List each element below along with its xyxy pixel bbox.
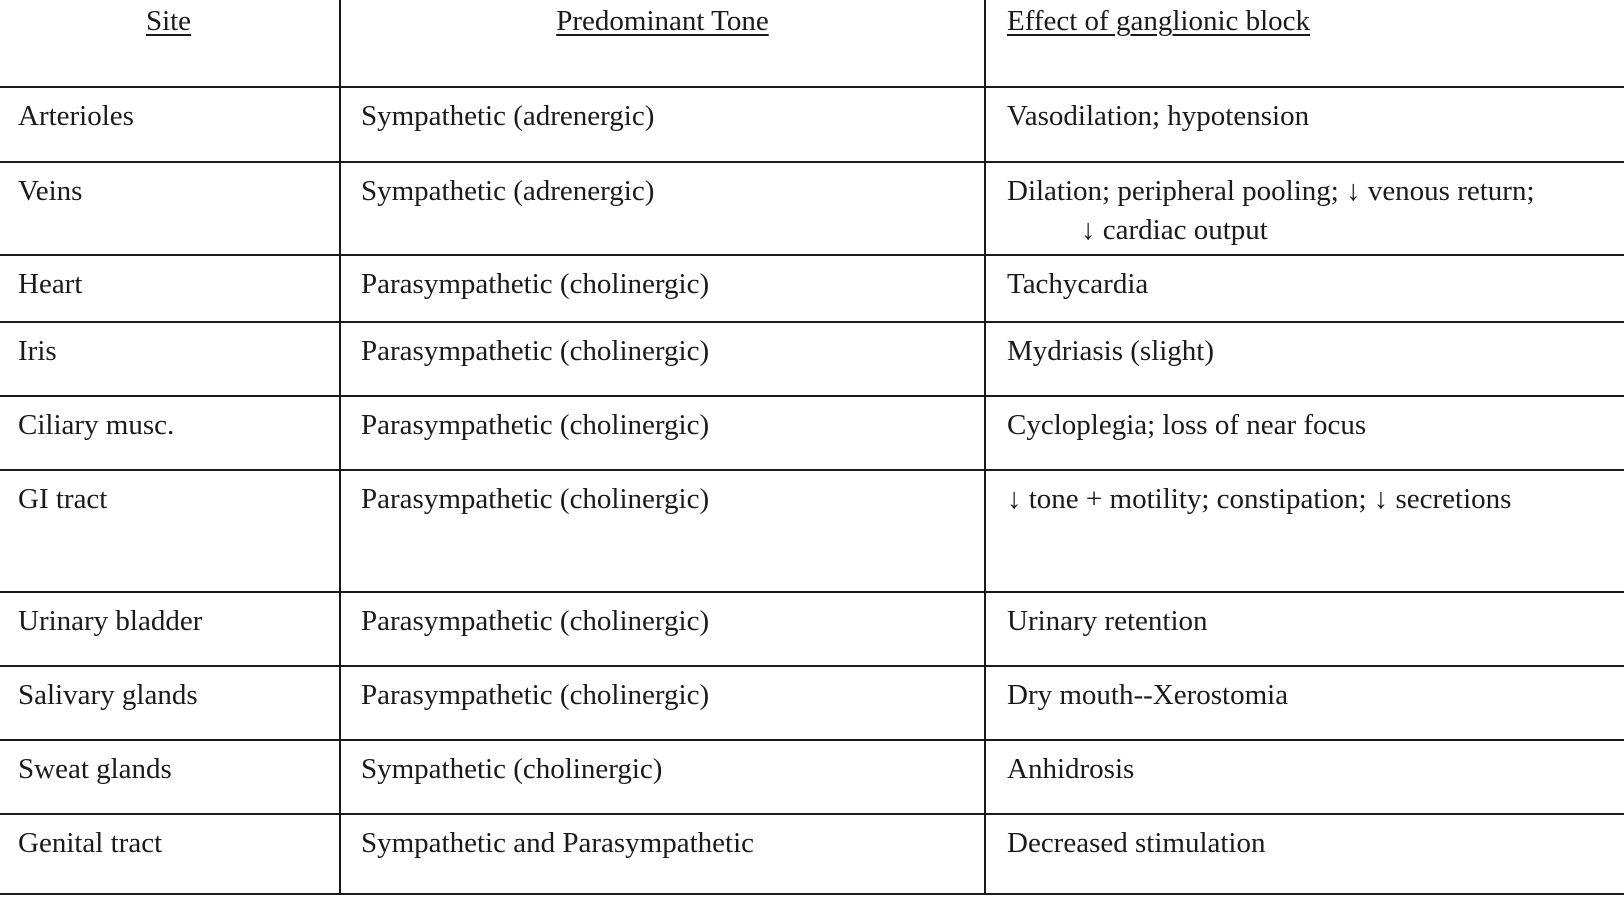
cell-site: Ciliary musc.	[0, 396, 340, 470]
table-row	[0, 666, 1624, 740]
cell-site: Iris	[0, 322, 340, 396]
cell-effect	[985, 470, 1624, 592]
cell-tone: Parasympathetic (cholinergic)	[340, 470, 985, 592]
cell-site: Urinary bladder	[0, 592, 340, 666]
effect-line: Urinary retention	[1007, 605, 1208, 637]
cell-tone: Parasympathetic (cholinergic)	[340, 255, 985, 322]
table-row	[0, 592, 1624, 666]
header-effect: Effect of ganglionic block	[985, 0, 1624, 87]
cell-effect	[985, 740, 1624, 814]
cell-tone: Parasympathetic (cholinergic)	[340, 666, 985, 740]
effect-line: Vasodilation; hypotension	[1007, 100, 1310, 132]
cell-tone: Parasympathetic (cholinergic)	[340, 322, 985, 396]
effect-line: Cycloplegia; loss of near focus	[1007, 409, 1367, 441]
cell-effect	[985, 87, 1624, 162]
cell-site: Veins	[0, 162, 340, 255]
cell-site: Genital tract	[0, 814, 340, 894]
cell-tone: Parasympathetic (cholinergic)	[340, 396, 985, 470]
cell-tone: Sympathetic (adrenergic)	[340, 87, 985, 162]
cell-tone: Sympathetic (cholinergic)	[340, 740, 985, 814]
cell-effect	[985, 396, 1624, 470]
table-row	[0, 162, 1624, 255]
table-row	[0, 470, 1624, 592]
effect-line: Dry mouth--Xerostomia	[1007, 679, 1289, 711]
cell-effect	[985, 162, 1624, 255]
effect-line: Dilation; peripheral pooling; ↓ venous return;	[1007, 175, 1535, 207]
table-row	[0, 255, 1624, 322]
cell-site: Heart	[0, 255, 340, 322]
table-row	[0, 322, 1624, 396]
effect-line: Mydriasis (slight)	[1007, 335, 1215, 367]
header-row	[0, 0, 1624, 87]
table-row	[0, 814, 1624, 894]
cell-site: GI tract	[0, 470, 340, 592]
cell-effect	[985, 666, 1624, 740]
effect-line: Decreased stimulation	[1007, 827, 1266, 859]
cell-tone: Sympathetic and Parasympathetic	[340, 814, 985, 894]
header-site: Site	[0, 0, 340, 87]
cell-tone: Sympathetic (adrenergic)	[340, 162, 985, 255]
cell-tone: Parasympathetic (cholinergic)	[340, 592, 985, 666]
cell-effect	[985, 322, 1624, 396]
cell-site: Sweat glands	[0, 740, 340, 814]
table-row	[0, 396, 1624, 470]
effect-line: Anhidrosis	[1007, 753, 1135, 785]
table-row	[0, 87, 1624, 162]
table-row	[0, 740, 1624, 814]
effect-line: ↓ tone + motility; constipation; ↓ secretions	[1007, 483, 1512, 515]
header-tone: Predominant Tone	[340, 0, 985, 87]
cell-effect	[985, 255, 1624, 322]
cell-site: Arterioles	[0, 87, 340, 162]
cell-effect	[985, 592, 1624, 666]
cell-site: Salivary glands	[0, 666, 340, 740]
effect-line-continued: ↓ cardiac output	[1081, 214, 1268, 246]
effect-line: Tachycardia	[1007, 268, 1149, 300]
cell-effect	[985, 814, 1624, 894]
